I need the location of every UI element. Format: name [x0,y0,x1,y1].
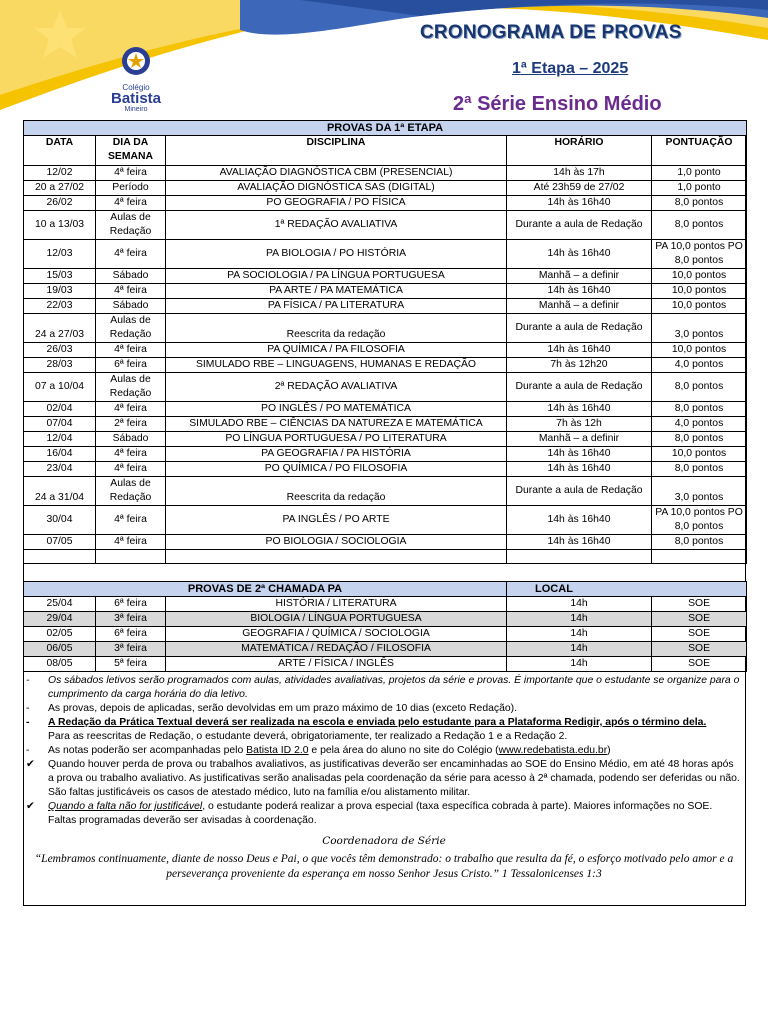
cell-date: 25/04 [24,597,96,612]
cell-date: 07/05 [24,535,96,550]
batista-id-link[interactable]: Batista ID 2.0 [246,745,309,756]
grade-subtitle: 2ª Série Ensino Médio [453,93,662,115]
cell-date: 16/04 [24,447,96,462]
cell-subject: PA ARTE / PA MATEMÁTICA [166,284,507,299]
second-call-table [23,581,747,672]
cell-time: Durante a aula de Redação [507,211,652,240]
cell-points: 10,0 pontos [652,447,747,462]
cell-subject: PA FÍSICA / PA LITERATURA [166,299,507,314]
table-row [24,314,747,343]
cell-weekday: 6ª feira [96,358,166,373]
cell-time: Durante a aula de Redação [507,314,652,343]
cell-location: SOE [652,657,747,672]
cell-time: 14h às 17h [507,166,652,181]
bible-quote: “Lembramos continuamente, diante de nosso Deus e Pai, o que vocês têm demonstrado: o trabalho que resulta da fé, o esforço motivado pelo amor e a perseverança proveniente da esperança em nosso Senhor Jesus Cristo.” 1 Tessalonicenses 1:3 [34,853,734,880]
table-row [24,284,747,299]
table-row [24,299,747,314]
table-row [24,402,747,417]
cell-date: 07 a 10/04 [24,373,96,402]
cell-subject: Reescrita da redação [166,314,507,343]
cell-points: 8,0 pontos [652,402,747,417]
cell-weekday: Aulas de Redação [96,477,166,506]
cell-points: 8,0 pontos [652,535,747,550]
cell-date: 24 a 27/03 [24,314,96,343]
column-header-disciplina: DISCIPLINA [166,136,507,166]
note-redigir: - A Redação da Prática Textual deverá ser realizada na escola e enviada pelo estudante para a Plataforma Redigir, após o término dela. [26,717,707,728]
cell-date: 28/03 [24,358,96,373]
cell-weekday: Aulas de Redação [96,314,166,343]
column-header-data: DATA [24,136,96,166]
cell-date: 12/04 [24,432,96,447]
cell-points: 1,0 ponto [652,166,747,181]
cell-subject: PO GEOGRAFIA / PO FÍSICA [166,196,507,211]
cell-weekday: 3ª feira [96,642,166,657]
cell-time: 14h às 16h40 [507,506,652,535]
cell-date: 26/02 [24,196,96,211]
cell-subject: PO INGLÊS / PO MATEMÁTICA [166,402,507,417]
cell-subject: ARTE / FÍSICA / INGLÊS [166,657,507,672]
table-row [24,447,747,462]
cell-weekday: 6ª feira [96,627,166,642]
table-row [24,477,747,506]
cell-subject: 2ª REDAÇÃO AVALIATIVA [166,373,507,402]
cell-points: 3,0 pontos [652,314,747,343]
table-row [24,166,747,181]
notes-section [26,674,742,882]
cell-time: 14h [507,612,652,627]
cell-time: Durante a aula de Redação [507,477,652,506]
cell-points: 10,0 pontos [652,299,747,314]
section2-title: PROVAS DE 2ª CHAMADA PA [24,582,507,597]
school-seal-icon [121,46,151,76]
cell-weekday: 5ª feira [96,657,166,672]
logo-line-3: Mineiro [124,106,148,113]
column-header-horario: HORÁRIO [507,136,652,166]
cell-subject: HISTÓRIA / LITERATURA [166,597,507,612]
cell-location: SOE [652,612,747,627]
cell-time: 14h às 16h40 [507,284,652,299]
cell-subject: PO QUÍMICA / PO FILOSOFIA [166,462,507,477]
cell-date: 08/05 [24,657,96,672]
cell-time: Até 23h59 de 27/02 [507,181,652,196]
cell-subject: PA BIOLOGIA / PO HISTÓRIA [166,240,507,269]
cell-time: Manhã – a definir [507,432,652,447]
cell-weekday: Período [96,181,166,196]
table-row [24,597,747,612]
cell-subject: Reescrita da redação [166,477,507,506]
cell-subject: BIOLOGIA / LÍNGUA PORTUGUESA [166,612,507,627]
cell-time: 14h [507,657,652,672]
empty-row [24,550,747,564]
logo-line-1: Colégio [122,83,150,92]
cell-date: 20 a 27/02 [24,181,96,196]
column-header-pontuacao: PONTUAÇÃO [652,136,747,166]
cell-location: SOE [652,642,747,657]
cell-points: 10,0 pontos [652,269,747,284]
cell-time: 14h [507,597,652,612]
cell-weekday: 4ª feira [96,447,166,462]
cell-time: Manhã – a definir [507,269,652,284]
dash-bullet: - [26,745,30,756]
cell-time: 14h às 16h40 [507,240,652,269]
note-grades: - As notas poderão ser acompanhadas pelo Batista ID 2.0 e pela área do aluno no site do Colégio (www.redebatista.edu.br) [26,745,611,756]
cell-weekday: 4ª feira [96,196,166,211]
cell-weekday: 3ª feira [96,612,166,627]
cell-weekday: 4ª feira [96,343,166,358]
note-devolution: - As provas, depois de aplicadas, serão devolvidas em um prazo máximo de 10 dias (exceto Redação). [26,703,517,714]
cell-time: 14h às 16h40 [507,447,652,462]
empty-cell [166,550,507,564]
cell-weekday: 4ª feira [96,462,166,477]
cell-date: 02/05 [24,627,96,642]
cell-points: 10,0 pontos [652,343,747,358]
cell-time: 14h às 16h40 [507,196,652,211]
cell-weekday: Aulas de Redação [96,211,166,240]
cell-subject: AVALIAÇÃO DIGNÓSTICA SAS (DIGITAL) [166,181,507,196]
cell-subject: 1ª REDAÇÃO AVALIATIVA [166,211,507,240]
table-row [24,627,747,642]
cell-date: 24 a 31/04 [24,477,96,506]
note-rewrites: Para as reescritas de Redação, o estudante deverá, obrigatoriamente, ter realizado a Redação 1 e a Redação 2. [48,731,568,742]
cell-time: 14h às 16h40 [507,343,652,358]
dash-bullet: - [26,717,30,728]
section1-title: PROVAS DA 1ª ETAPA [24,121,747,136]
cell-subject: PA INGLÊS / PO ARTE [166,506,507,535]
table-row [24,373,747,402]
cell-points: 3,0 pontos [652,477,747,506]
column-header-dia-semana: DIA DA SEMANA [96,136,166,166]
cell-date: 26/03 [24,343,96,358]
table-row [24,181,747,196]
cell-weekday: Sábado [96,269,166,284]
cell-points: 4,0 pontos [652,358,747,373]
note-justifications: ✔ Quando houver perda de prova ou trabalhos avaliativos, as justificativas deverão ser encaminhadas ao SOE do Ensino Médio, em até 48 horas após a prova ou trabalho avaliativo. As justificativas serão analisadas pela coordenação da série para acesso à 2ª chamada, podendo ser deferidas ou não. São faltas justificáveis os casos de atestado médico, luto na família e/ou alistamento militar. [26,759,740,798]
cell-points: PA 10,0 pontos PO 8,0 pontos [652,506,747,535]
table-row [24,535,747,550]
empty-cell [652,550,747,564]
school-logo [100,46,172,114]
dash-bullet: - [26,675,30,686]
stage-subtitle: 1ª Etapa – 2025 [512,60,629,77]
cell-subject: MATEMÁTICA / REDAÇÃO / FILOSOFIA [166,642,507,657]
cell-date: 19/03 [24,284,96,299]
cell-date: 06/05 [24,642,96,657]
empty-cell [507,550,652,564]
cell-points: 10,0 pontos [652,284,747,299]
cell-date: 12/03 [24,240,96,269]
cell-points: 4,0 pontos [652,417,747,432]
table-row [24,657,747,672]
cell-subject: SIMULADO RBE – LINGUAGENS, HUMANAS E REDAÇÃO [166,358,507,373]
cell-date: 02/04 [24,402,96,417]
cell-date: 30/04 [24,506,96,535]
empty-cell [96,550,166,564]
page-title: CRONOGRAMA DE PROVAS [420,22,682,43]
cell-date: 07/04 [24,417,96,432]
cell-subject: PA QUÍMICA / PA FILOSOFIA [166,343,507,358]
cell-subject: PA SOCIOLOGIA / PA LÍNGUA PORTUGUESA [166,269,507,284]
cell-date: 15/03 [24,269,96,284]
cell-points: 8,0 pontos [652,432,747,447]
cell-points: 1,0 ponto [652,181,747,196]
table-row [24,358,747,373]
note-saturdays: - Os sábados letivos serão programados com aulas, atividades avaliativas, projetos da série e provas. É importante que o estudante se organize para o cumprimento da carga horária do dia letivo. [26,675,740,700]
cell-time: 7h às 12h [507,417,652,432]
cell-weekday: Aulas de Redação [96,373,166,402]
checkmark-icon: ✔ [26,801,35,812]
cell-time: 14h [507,627,652,642]
cell-weekday: 4ª feira [96,240,166,269]
cell-time: 14h [507,642,652,657]
cell-subject: PO BIOLOGIA / SOCIOLOGIA [166,535,507,550]
table-row [24,343,747,358]
cell-time: 7h às 12h20 [507,358,652,373]
cell-time: Durante a aula de Redação [507,373,652,402]
cell-date: 10 a 13/03 [24,211,96,240]
cell-date: 12/02 [24,166,96,181]
table-row [24,642,747,657]
cell-points: 8,0 pontos [652,211,747,240]
table-row [24,417,747,432]
cell-subject: AVALIAÇÃO DIAGNÓSTICA CBM (PRESENCIAL) [166,166,507,181]
cell-weekday: 4ª feira [96,535,166,550]
empty-cell [24,550,96,564]
dash-bullet: - [26,703,30,714]
cell-location: SOE [652,597,747,612]
cell-points: 8,0 pontos [652,373,747,402]
cell-weekday: 4ª feira [96,402,166,417]
coordinator-signature: Coordenadora de Série [322,835,446,847]
cell-points: 8,0 pontos [652,462,747,477]
column-header-local: LOCAL [507,582,747,597]
cell-subject: SIMULADO RBE – CIÊNCIAS DA NATUREZA E MATEMÁTICA [166,417,507,432]
cell-location: SOE [652,627,747,642]
cell-weekday: 6ª feira [96,597,166,612]
cell-weekday: 4ª feira [96,166,166,181]
table-row [24,211,747,240]
table-row [24,196,747,211]
cell-time: Manhã – a definir [507,299,652,314]
cell-time: 14h às 16h40 [507,462,652,477]
checkmark-icon: ✔ [26,759,35,770]
table-row [24,462,747,477]
table-row [24,240,747,269]
cell-points: PA 10,0 pontos PO 8,0 pontos [652,240,747,269]
exam-schedule-table [23,120,747,564]
cell-time: 14h às 16h40 [507,535,652,550]
table-row [24,506,747,535]
cell-subject: GEOGRAFIA / QUÍMICA / SOCIOLOGIA [166,627,507,642]
cell-date: 29/04 [24,612,96,627]
table-row [24,432,747,447]
cell-points: 8,0 pontos [652,196,747,211]
cell-weekday: Sábado [96,299,166,314]
cell-date: 23/04 [24,462,96,477]
cell-subject: PO LÍNGUA PORTUGUESA / PO LITERATURA [166,432,507,447]
cell-weekday: 4ª feira [96,284,166,299]
cell-weekday: 2ª feira [96,417,166,432]
table-row [24,269,747,284]
cell-subject: PA GEOGRAFIA / PA HISTÓRIA [166,447,507,462]
table-row [24,612,747,627]
website-link[interactable]: www.redebatista.edu.br [498,745,608,756]
logo-line-2: Batista [110,90,162,107]
cell-weekday: 4ª feira [96,506,166,535]
cell-date: 22/03 [24,299,96,314]
note-special-exam: ✔ Quando a falta não for justificável, o estudante poderá realizar a prova especial (taxa específica cobrada à parte). Maiores informações no SOE. Faltas programadas deverão ser avisadas à coordenação. [26,801,713,826]
cell-time: 14h às 16h40 [507,402,652,417]
cell-weekday: Sábado [96,432,166,447]
